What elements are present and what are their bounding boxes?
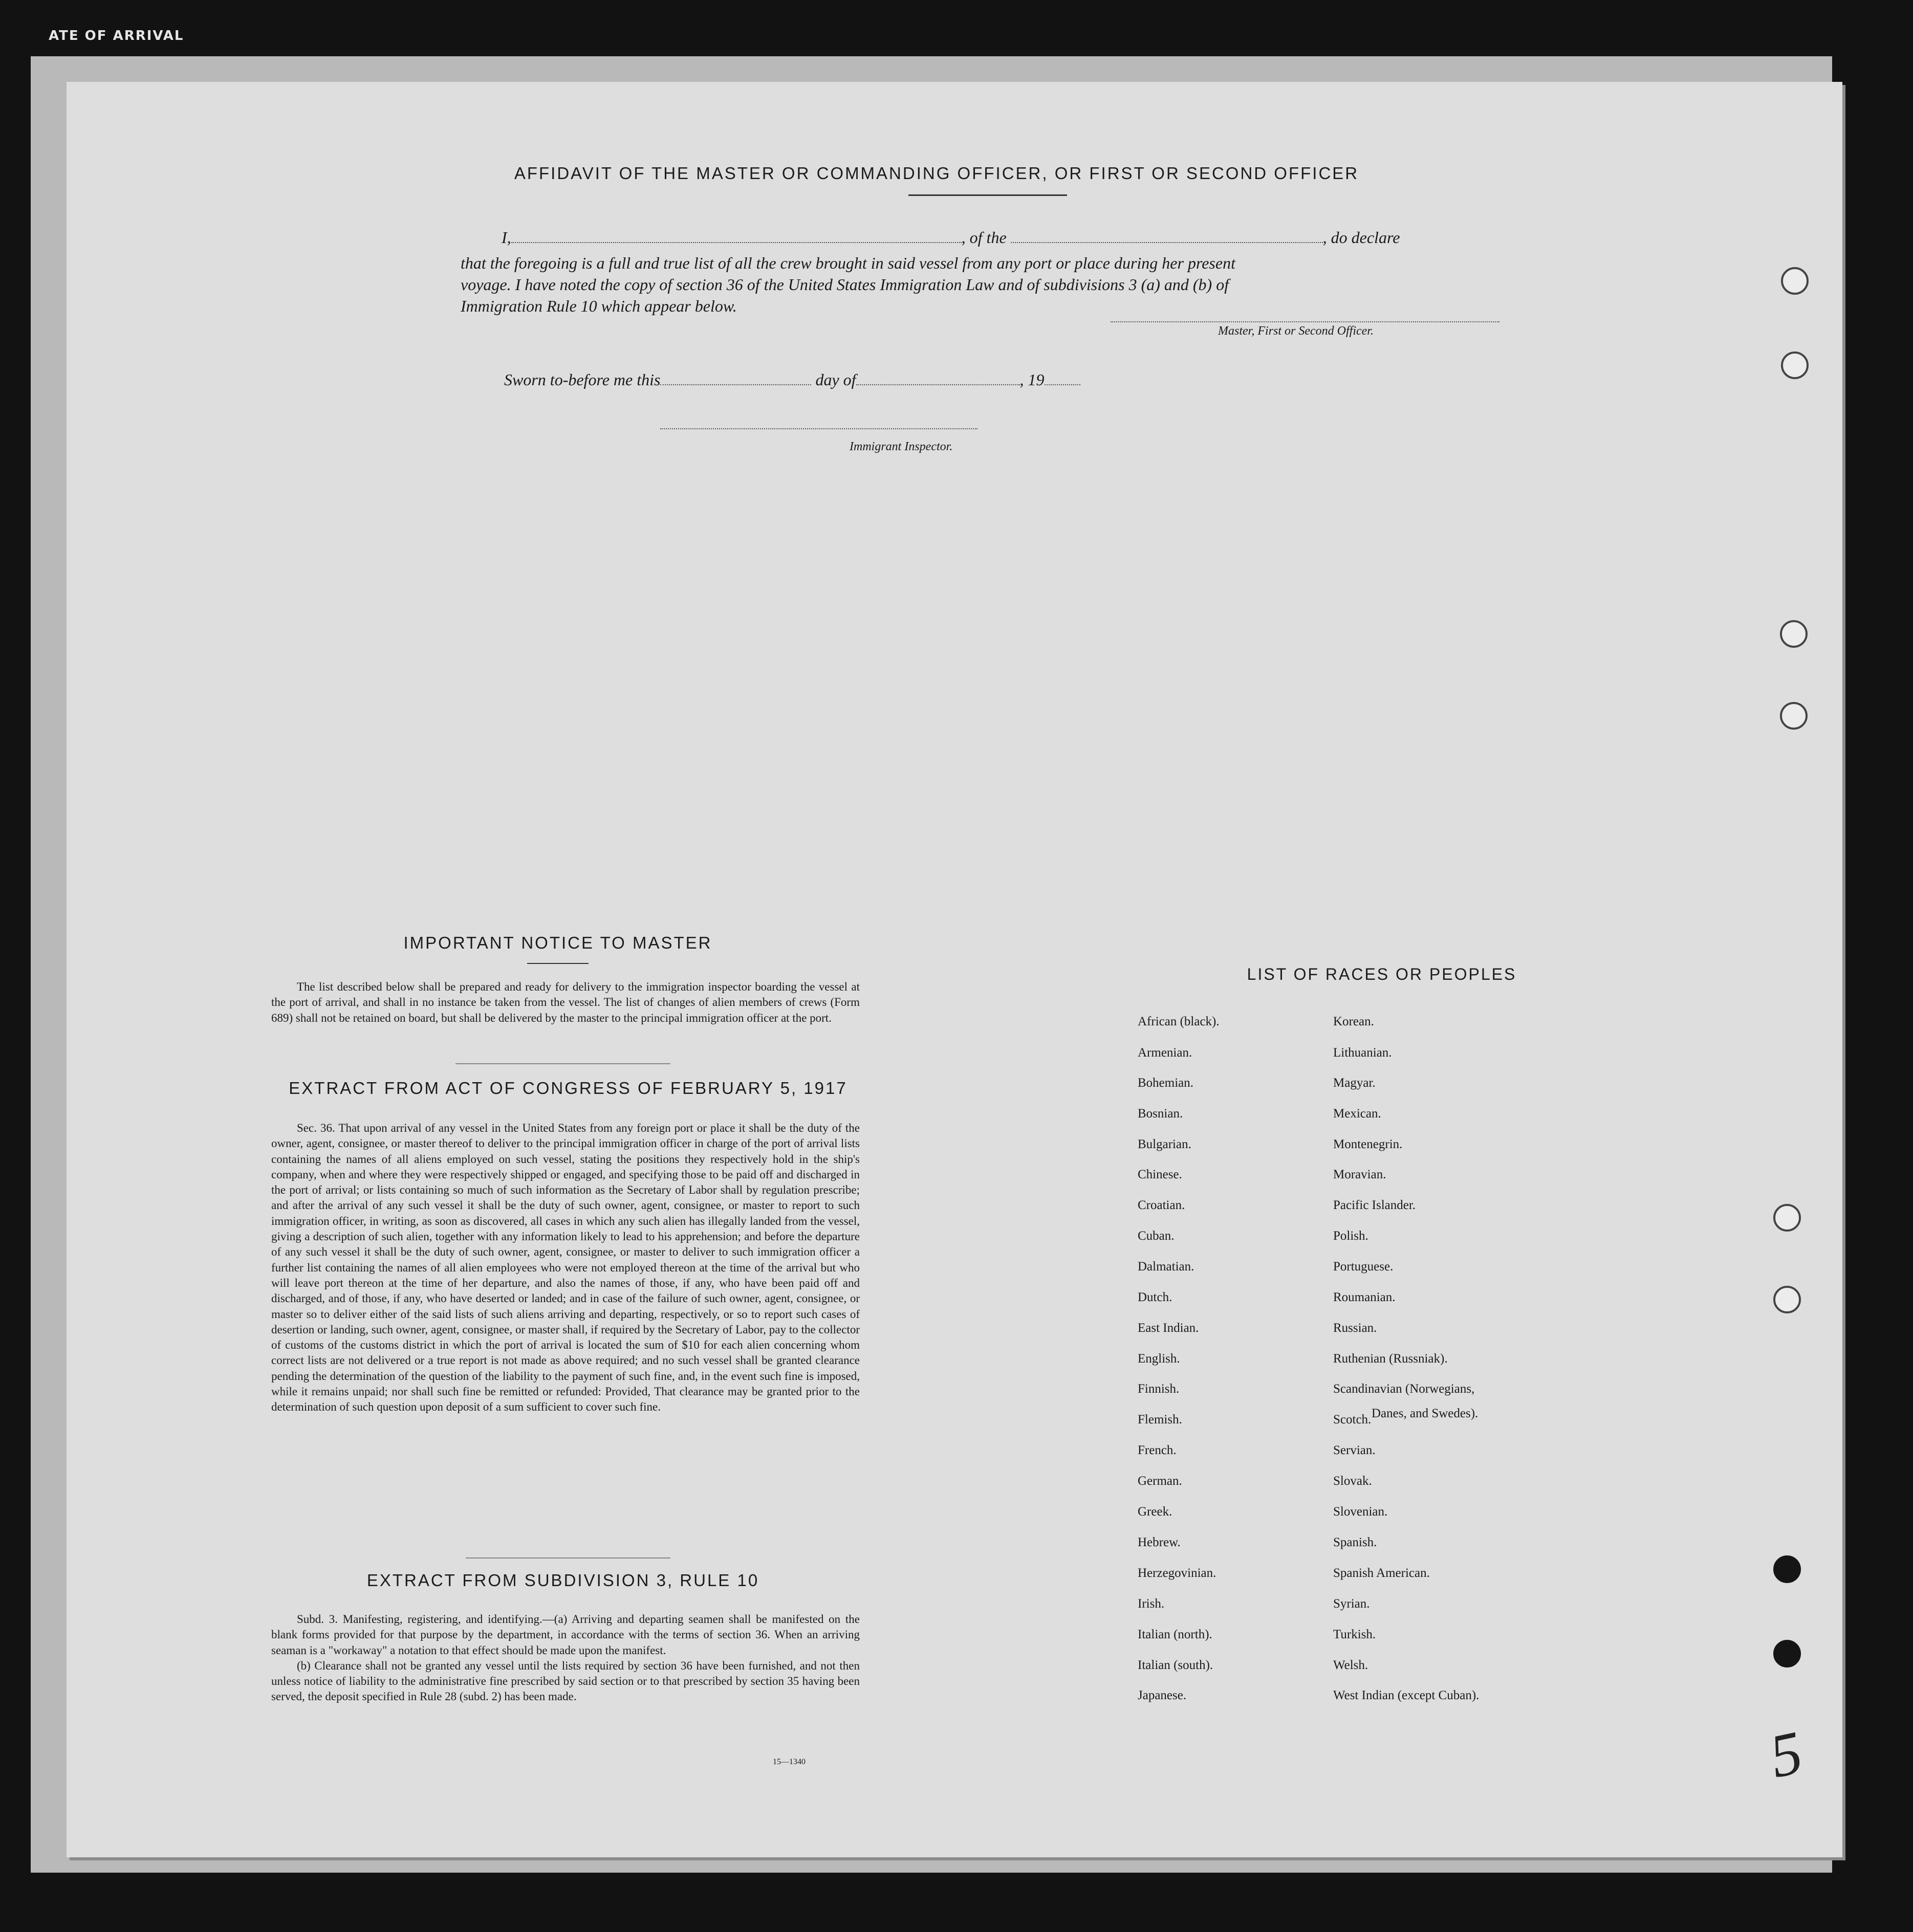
race-item: Korean.	[1333, 1015, 1374, 1028]
race-item: Bosnian.	[1138, 1107, 1183, 1121]
affidavit-title: AFFIDAVIT OF THE MASTER OR COMMANDING OFFICER, OR FIRST OR SECOND OFFICER	[514, 164, 1359, 183]
affidavit-of-the-text: , of the	[961, 228, 1007, 247]
year-text: , 19	[1019, 370, 1045, 389]
year-blank	[1045, 373, 1080, 385]
form-number: 15—1340	[773, 1758, 806, 1766]
sworn-line	[504, 370, 1080, 389]
race-item: Russian.	[1333, 1321, 1377, 1335]
notice-text	[271, 979, 860, 1026]
notice-title: IMPORTANT NOTICE TO MASTER	[403, 933, 712, 952]
race-item: Croatian.	[1138, 1198, 1185, 1212]
race-item: Cuban.	[1138, 1229, 1175, 1243]
signature-line	[1111, 310, 1499, 322]
notice-divider	[455, 1063, 670, 1064]
race-item: Portuguese.	[1333, 1260, 1394, 1274]
race-item: Slovak.	[1333, 1474, 1372, 1488]
race-item: Slovenian.	[1333, 1505, 1388, 1519]
race-item: Irish.	[1138, 1597, 1165, 1611]
binder-hole	[1780, 620, 1808, 648]
month-blank	[856, 373, 1020, 385]
race-item: Scandinavian (Norwegians,	[1333, 1382, 1475, 1396]
race-item: German.	[1138, 1474, 1182, 1488]
race-item: Italian (north).	[1138, 1628, 1212, 1641]
affidavit-line-1	[502, 228, 1400, 247]
day-of-text: day of	[815, 370, 856, 389]
race-item: Flemish.	[1138, 1413, 1182, 1426]
affidavit-do-declare-text: , do declare	[1322, 228, 1400, 247]
race-item: Mexican.	[1333, 1107, 1381, 1121]
document-page	[67, 82, 1842, 1857]
race-item: Servian.	[1333, 1443, 1376, 1457]
race-item: Roumanian.	[1333, 1290, 1396, 1304]
title-rule	[908, 194, 1067, 196]
race-item: Armenian.	[1138, 1046, 1192, 1060]
binder-hole	[1780, 702, 1808, 730]
binder-hole	[1773, 1286, 1801, 1313]
notice-paragraph: The list described below shall be prepared and ready for delivery to the immigration inspector boarding the vessel at the port of arrival, and shall in no instance be taken from the vessel. The list of changes of alien members of crews (Form 689) shall not be retained on board, but shall be delivered by the master to the principal immigration officer at the port.	[271, 980, 860, 1024]
race-item: Bulgarian.	[1138, 1137, 1191, 1151]
race-item: Magyar.	[1333, 1076, 1376, 1090]
race-item: Spanish.	[1333, 1535, 1377, 1549]
binder-hole	[1781, 267, 1809, 295]
date-of-arrival-label: ATE OF ARRIVAL	[49, 28, 184, 43]
race-item: Finnish.	[1138, 1382, 1180, 1396]
affidavit-i-text: I,	[502, 228, 511, 247]
affidavit-line-4: Immigration Rule 10 which appear below.	[461, 297, 737, 315]
handwritten-mark: 5	[1764, 1718, 1809, 1791]
race-item: East Indian.	[1138, 1321, 1199, 1335]
act-paragraph: Sec. 36. That upon arrival of any vessel in the United States from any foreign port or place it shall be the duty of the owner, agent, consignee, or master thereof to deliver to the principal immigration officer in charge of the port of arrival lists containing the names of all aliens employed on such vessel, stating the positions they respectively hold in the ship's company, when and where they were respectively shipped or engaged, and specifying those to be paid off and discharged in the port of arrival; or lists containing so much of such information as the Secretary of Labor shall by regulation prescribe; and after the arrival of any such vessel it shall be the duty of such owner, agent, consignee, or master to report to such immigration officer, in writing, as soon as discovered, all cases in which any such alien has illegally landed from the vessel, giving a description of such alien, together with any information likely to lead to his apprehension; and before the departure of any such vessel it shall be the duty of such owner, agent, consignee, or master to deliver to such immigration officer a further list containing the names of all alien employees who were not employed thereon at the time of the arrival but who will leave port thereon at the time of her departure, and also the names of those, if any, who have been paid off and discharged, and of those, if any, who have deserted or landed; and in case of the failure of such owner, agent, consignee, or master so to deliver either of the said lists of such aliens arriving and departing, respectively, or so to report such cases of desertion or landing, such owner, agent, consignee, or master shall, if required by the Secretary of Labor, pay to the collector of customs of the customs district in which the port of arrival is located the sum of $10 for each alien concerning whom correct lists are not delivered or a true report is not made as above required; and no such vessel shall be granted clearance pending the determination of the question of the liability to the payment of such fine, and, in the event such fine is imposed, while it remains unpaid; nor shall such fine be remitted or refunded: Provided, That clearance may be granted prior to the determination of such question upon deposit of a sum sufficient to cover such fine.	[271, 1122, 860, 1414]
race-item: French.	[1138, 1443, 1177, 1457]
rule-paragraph-b: (b) Clearance shall not be granted any vessel until the lists required by section 36 have been furnished, and not then unless notice of liability to the administrative fine prescribed by said section or to that prescribed by section 35 having been served, the deposit specified in Rule 28 (subd. 2) has been made.	[271, 1659, 860, 1703]
race-item: Syrian.	[1333, 1597, 1370, 1611]
race-item: Hebrew.	[1138, 1535, 1181, 1549]
race-item: Spanish American.	[1333, 1566, 1430, 1580]
race-item: Chinese.	[1138, 1168, 1182, 1181]
act-divider	[466, 1557, 670, 1558]
day-blank	[660, 373, 811, 385]
race-item: Turkish.	[1333, 1628, 1376, 1641]
race-item: Herzegovinian.	[1138, 1566, 1216, 1580]
sworn-text: Sworn to-before me this	[504, 370, 661, 389]
binder-hole-filled	[1773, 1555, 1801, 1583]
race-item: Japanese.	[1138, 1688, 1187, 1702]
vessel-blank	[1011, 231, 1323, 243]
race-item: Scotch.	[1333, 1413, 1372, 1426]
race-scandinavian-continued: Danes, and Swedes).	[1372, 1407, 1479, 1420]
race-item: Italian (south).	[1138, 1658, 1213, 1672]
race-item: Polish.	[1333, 1229, 1368, 1243]
act-title: EXTRACT FROM ACT OF CONGRESS OF FEBRUARY 5, 1917	[289, 1079, 847, 1097]
inspector-signature-line	[660, 417, 977, 429]
race-item: West Indian (except Cuban).	[1333, 1688, 1480, 1702]
race-item: African (black).	[1138, 1015, 1220, 1028]
race-item: Bohemian.	[1138, 1076, 1194, 1090]
race-item: English.	[1138, 1352, 1180, 1366]
act-text	[271, 1121, 860, 1415]
rule-text	[271, 1612, 860, 1705]
binder-hole	[1773, 1204, 1801, 1232]
affidavit-line-2: that the foregoing is a full and true list of all the crew brought in said vessel from any port or place during her present	[461, 254, 1235, 272]
race-item: Ruthenian (Russniak).	[1333, 1352, 1448, 1366]
affidavit-line-3: voyage. I have noted the copy of section 36 of the United States Immigration Law and of subdivisions 3 (a) and (b) of	[461, 275, 1229, 294]
race-item: Montenegrin.	[1333, 1137, 1403, 1151]
signature-label: Master, First or Second Officer.	[1218, 324, 1374, 338]
name-blank	[511, 231, 962, 243]
race-item: Lithuanian.	[1333, 1046, 1392, 1060]
race-item: Welsh.	[1333, 1658, 1368, 1672]
race-item: Dalmatian.	[1138, 1260, 1194, 1274]
binder-hole-filled	[1773, 1640, 1801, 1667]
rule-paragraph-a: Subd. 3. Manifesting, registering, and identifying.—(a) Arriving and departing seamen shall be manifested on the blank forms provided for that purpose by the department, in accordance with the terms of section 36. When an arriving seaman is a "workaway" a notation to that effect should be made upon the manifest.	[271, 1613, 860, 1657]
inspector-label: Immigrant Inspector.	[850, 440, 953, 453]
race-item: Greek.	[1138, 1505, 1172, 1519]
race-item: Pacific Islander.	[1333, 1198, 1416, 1212]
binder-hole	[1781, 352, 1809, 379]
rule-title: EXTRACT FROM SUBDIVISION 3, RULE 10	[366, 1571, 759, 1590]
races-title: LIST OF RACES OR PEOPLES	[1247, 965, 1517, 983]
race-item: Moravian.	[1333, 1168, 1386, 1181]
race-item: Dutch.	[1138, 1290, 1172, 1304]
notice-rule	[527, 963, 589, 964]
